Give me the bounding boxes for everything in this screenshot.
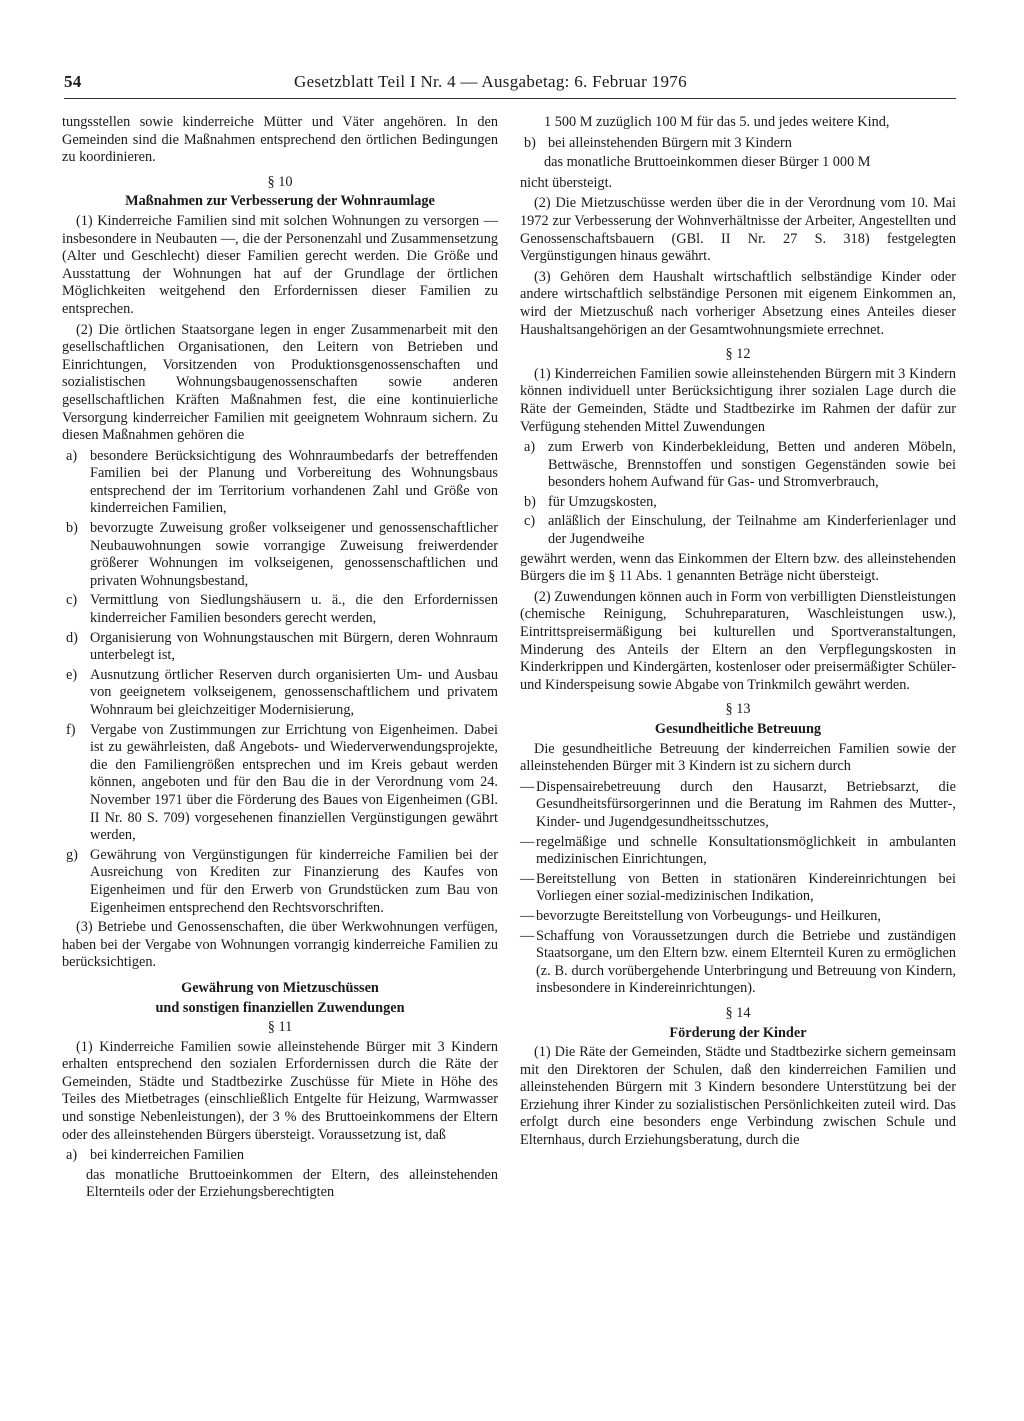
dash-marker: — <box>520 778 535 795</box>
dash-marker: — <box>520 833 535 850</box>
list-marker: b) <box>66 520 78 537</box>
list-item <box>62 448 498 518</box>
list-text: Gewährung von Vergünstigungen für kinderreiche Familien bei der Ausreichung von Krediten zur Finanzierung des Kaufes von Eigenheimen und für den Erwerb von Grundstücken zum Bau von Eigenheimen entsprechend den Rechtsvorschriften. <box>90 846 498 916</box>
list-item <box>62 630 498 665</box>
running-title: Gesetzblatt Teil I Nr. 4 — Ausgabetag: 6. Februar 1976 <box>294 72 687 91</box>
list-text: anläßlich der Einschulung, der Teilnahme am Kinderferienlager und der Jugendweihe <box>548 513 956 548</box>
section-12-paragraph-2: (2) Zuwendungen können auch in Form von verbilligten Dienstleistungen (chemische Reinigung, Schuhreparaturen, Waschleistungen usw.), Eintrittspreisermäßigung bei kulturellen und Sportveranstaltungen, Minderung des Anteils der Eltern an den Verpflegungskosten in Kinderkrippen und Kindergärten, kostenloser oder preisermäßigter Schüler- und Kinderspeisung sowie Abgabe von Trinkmilch gewährt werden. <box>520 588 956 693</box>
intro-paragraph: tungsstellen sowie kinderreiche Mütter und Väter angehören. In den Gemeinden sind die Maßnahmen entsprechend den örtlichen Bedingungen zu koordinieren. <box>62 114 498 166</box>
list-marker: c) <box>66 592 78 609</box>
list-item <box>520 135 956 153</box>
list-marker: b) <box>524 493 536 510</box>
list-item <box>520 779 956 832</box>
list-item <box>520 439 956 492</box>
list-item <box>520 834 956 869</box>
list-text: bevorzugte Zuweisung großer volkseigener und genossenschaftlicher Neubauwohnungen sowie vorrangige Zuweisung freiwerdender größerer Wohnungen im volkseigenen, genossenschaftlichen und privaten Wohnungsbestand, <box>90 520 498 589</box>
page-header <box>64 72 956 99</box>
list-item <box>520 928 956 998</box>
list-text: Organisierung von Wohnungstauschen mit Bürgern, deren Wohnraum unterbelegt ist, <box>90 629 498 664</box>
list-text: Schaffung von Voraussetzungen durch die Betriebe und zuständigen Staatsorgane, um den Eltern bzw. einem Elternteil Kuren zu ermöglichen (z. B. durch vorübergehende Unterbringung und Betreuung von Kindern, insbesondere in Kindereinrichtungen). <box>536 927 956 997</box>
list-item <box>520 871 956 906</box>
list-text: besondere Berücksichtigung des Wohnraumbedarfs der betreffenden Familien bei der Planung und Vorbereitung des Wohnungsbaus entsprechend der im Territorium vorhandenen Zahl und Größe von kinderreichen Familien, <box>90 447 498 517</box>
list-marker: f) <box>66 721 76 738</box>
list-marker: d) <box>66 629 78 646</box>
list-item <box>520 908 956 926</box>
list-text: für Umzugskosten, <box>548 493 657 510</box>
section-11-b-condition: das monatliche Bruttoeinkommen dieser Bürger 1 000 M <box>544 154 871 171</box>
right-column <box>520 114 956 1153</box>
list-item <box>62 1147 498 1165</box>
list-text: zum Erwerb von Kinderbekleidung, Betten und anderen Möbeln, Bettwäsche, Brennstoffen und sonstigen Gegenständen sowie bei besonders hohem Aufwand für Gas- und Stromverbrauch, <box>548 439 956 491</box>
list-text: Bereitstellung von Betten in stationären Kindereinrichtungen bei Vorliegen einer sozial-medizinischen Indikation, <box>536 870 956 905</box>
section-11-paragraph-1: (1) Kinderreiche Familien sowie alleinstehende Bürger mit 3 Kindern erhalten entsprechend den sozialen Erfordernissen durch die Räte der Gemeinden, Städte und Stadtbezirke Zuschüsse für Miete in Höhe des Teiles des Mietbetrages (einschließlich Entgelte für Heizung, Warmwasser und sonstige Nebenleistungen), der 3 % des Bruttoeinkommens der Eltern oder des alleinstehenden Bürgers übersteigt. Voraussetzung ist, daß <box>62 1038 498 1143</box>
list-text: Dispensairebetreuung durch den Hausarzt, Betriebsarzt, die Gesundheitsfürsorgerinnen und die Beratung im Rahmen des Mutter-, Kinder- und Jugendgesundheitsschutzes, <box>536 778 956 830</box>
list-text: Vermittlung von Siedlungshäusern u. ä., die den Erfordernissen kinderreicher Familien besonders gerecht werden, <box>90 592 498 627</box>
section-14-paragraph-1: (1) Die Räte der Gemeinden, Städte und Stadtbezirke sichern gemeinsam mit den Direktoren der Schulen, daß den kinderreichen Familien und alleinstehenden Bürgern mit 3 Kindern besondere Unterstützung bei der Erziehung ihrer Kinder zu sozialistischen Persönlichkeiten zuteil wird. Das erfolgt durch eine besonders enge Verbindung zwischen Schule und Elternhaus, durch Erziehungsberatung, durch die <box>520 1044 956 1149</box>
list-item <box>520 513 956 548</box>
dash-marker: — <box>520 927 535 944</box>
section-11-not-exceed: nicht übersteigt. <box>520 174 613 191</box>
list-item <box>520 494 956 512</box>
section-10-paragraph-1: (1) Kinderreiche Familien sind mit solchen Wohnungen zu versorgen — insbesondere in Neubauten —, die der Personenzahl und Zusammensetzung (Alter und Geschlecht) dieser Familien gerecht werden. Die Größe und Ausstattung der Wohnungen hat auf der Grundlage der örtlichen Möglichkeiten weitgehend den Erfordernissen dieser Familien zu entsprechen. <box>62 212 498 317</box>
section-14-number: § 14 <box>725 1004 751 1021</box>
list-marker: a) <box>66 447 78 464</box>
heading-mietzuschuesse-line-1: Gewährung von Mietzuschüssen <box>181 979 379 996</box>
section-11-paragraph-2: (2) Die Mietzuschüsse werden über die in der Verordnung vom 10. Mai 1972 zur Verbesserung der Wohnverhältnisse der Arbeiter, Angestellten und Genossenschaftsbauern (GBl. II Nr. 27 S. 318) festgelegten Vergünstigungen hinaus gewährt. <box>520 195 956 265</box>
dash-marker: — <box>520 870 535 887</box>
section-13-number: § 13 <box>725 701 751 718</box>
heading-mietzuschuesse-line-2: und sonstigen finanziellen Zuwendungen <box>155 999 405 1016</box>
list-marker: g) <box>66 846 78 863</box>
list-text: Ausnutzung örtlicher Reserven durch organisierten Um- und Ausbau von geeignetem volkseigenem, genossenschaftlichem und privatem Wohnraum bei gleichzeitiger Modernisierung, <box>90 666 498 718</box>
left-column <box>62 114 498 1205</box>
section-10-paragraph-2: (2) Die örtlichen Staatsorgane legen in enger Zusammenarbeit mit den gesellschaftlichen Organisationen, den Leitern von Betrieben und Einrichtungen, Vorsitzenden von Produktionsgenossenschaften und sozialistischen Wohnungsbaugenossenschaften sowie anderen gesellschaftlichen Kräften Maßnahmen fest, die eine kontinuierliche Versorgung kinderreicher Familien mit geeignetem Wohnraum sichern. Zu diesen Maßnahmen gehören die <box>62 321 498 444</box>
list-text: bevorzugte Bereitstellung von Vorbeugungs- und Heilkuren, <box>536 907 881 924</box>
section-12-paragraph-1-end: gewährt werden, wenn das Einkommen der Eltern bzw. des alleinstehenden Bürgers die im § 11 Abs. 1 genannten Beträge nicht übersteigt. <box>520 550 956 585</box>
list-text: Vergabe von Zustimmungen zur Errichtung von Eigenheimen. Dabei ist zu gewährleisten, daß Angebots- und Wiederverwendungsprojekte, die den Familiengrößen entsprechen und im Kreis gebaut werden können, angeboten und für den Bau die in der Verordnung vom 24. November 1971 über die Förderung des Baues von Eigenheimen (GBl. II Nr. 80 S. 709) vorgesehenen finanziellen Vergünstigungen gewährt werden, <box>90 721 498 844</box>
section-10-paragraph-3: (3) Betriebe und Genossenschaften, die über Werkwohnungen verfügen, haben bei der Vergabe von Wohnungen vorrangig kinderreiche Familien zu berücksichtigen. <box>62 919 498 971</box>
section-10-title: Maßnahmen zur Verbesserung der Wohnraumlage <box>125 193 435 210</box>
list-marker: c) <box>524 513 536 530</box>
section-13-paragraph-1: Die gesundheitliche Betreuung der kinderreichen Familien sowie der alleinstehenden Bürger mit 3 Kindern ist zu sichern durch <box>520 740 956 775</box>
list-text: bei kinderreichen Familien <box>90 1147 245 1164</box>
list-item <box>62 592 498 627</box>
section-11-number: § 11 <box>267 1019 293 1036</box>
list-marker: e) <box>66 666 78 683</box>
section-12-number: § 12 <box>725 346 751 363</box>
list-item <box>62 722 498 845</box>
list-item <box>62 520 498 590</box>
list-item <box>62 847 498 917</box>
section-11-paragraph-3: (3) Gehören dem Haushalt wirtschaftlich selbständige Kinder oder andere wirtschaftlich selbständige Personen mit eigenem Einkommen an, wird der Mietzuschuß nach vorheriger Absetzung eines Anteiles dieser Haushaltsangehörigen an der Gesamtwohnungsmiete errechnet. <box>520 268 956 338</box>
list-marker: a) <box>66 1147 78 1164</box>
section-10-number: § 10 <box>267 173 293 190</box>
list-text: regelmäßige und schnelle Konsultationsmöglichkeit in ambulanten medizinischen Einrichtungen, <box>536 833 956 868</box>
list-marker: a) <box>524 439 536 456</box>
section-13-title: Gesundheitliche Betreuung <box>654 721 822 737</box>
list-item <box>62 667 498 720</box>
list-text: bei alleinstehenden Bürgern mit 3 Kindern <box>548 134 792 151</box>
section-11-a-continuation: 1 500 M zuzüglich 100 M für das 5. und jedes weitere Kind, <box>544 114 890 130</box>
section-14-title: Förderung der Kinder <box>669 1024 807 1041</box>
page-number: 54 <box>64 72 82 91</box>
list-marker: b) <box>524 134 536 151</box>
section-11-a-condition: das monatliche Bruttoeinkommen der Eltern, des alleinstehenden Elternteils oder der Erziehungsberechtigten <box>86 1166 498 1201</box>
dash-marker: — <box>520 907 535 924</box>
section-12-paragraph-1: (1) Kinderreichen Familien sowie alleinstehenden Bürgern mit 3 Kindern können individuell unter Berücksichtigung ihrer sozialen Lage durch die Räte der Gemeinden, Städte und Stadtbezirke im Rahmen der dafür zur Verfügung stehenden Mittel Zuwendungen <box>520 365 956 435</box>
